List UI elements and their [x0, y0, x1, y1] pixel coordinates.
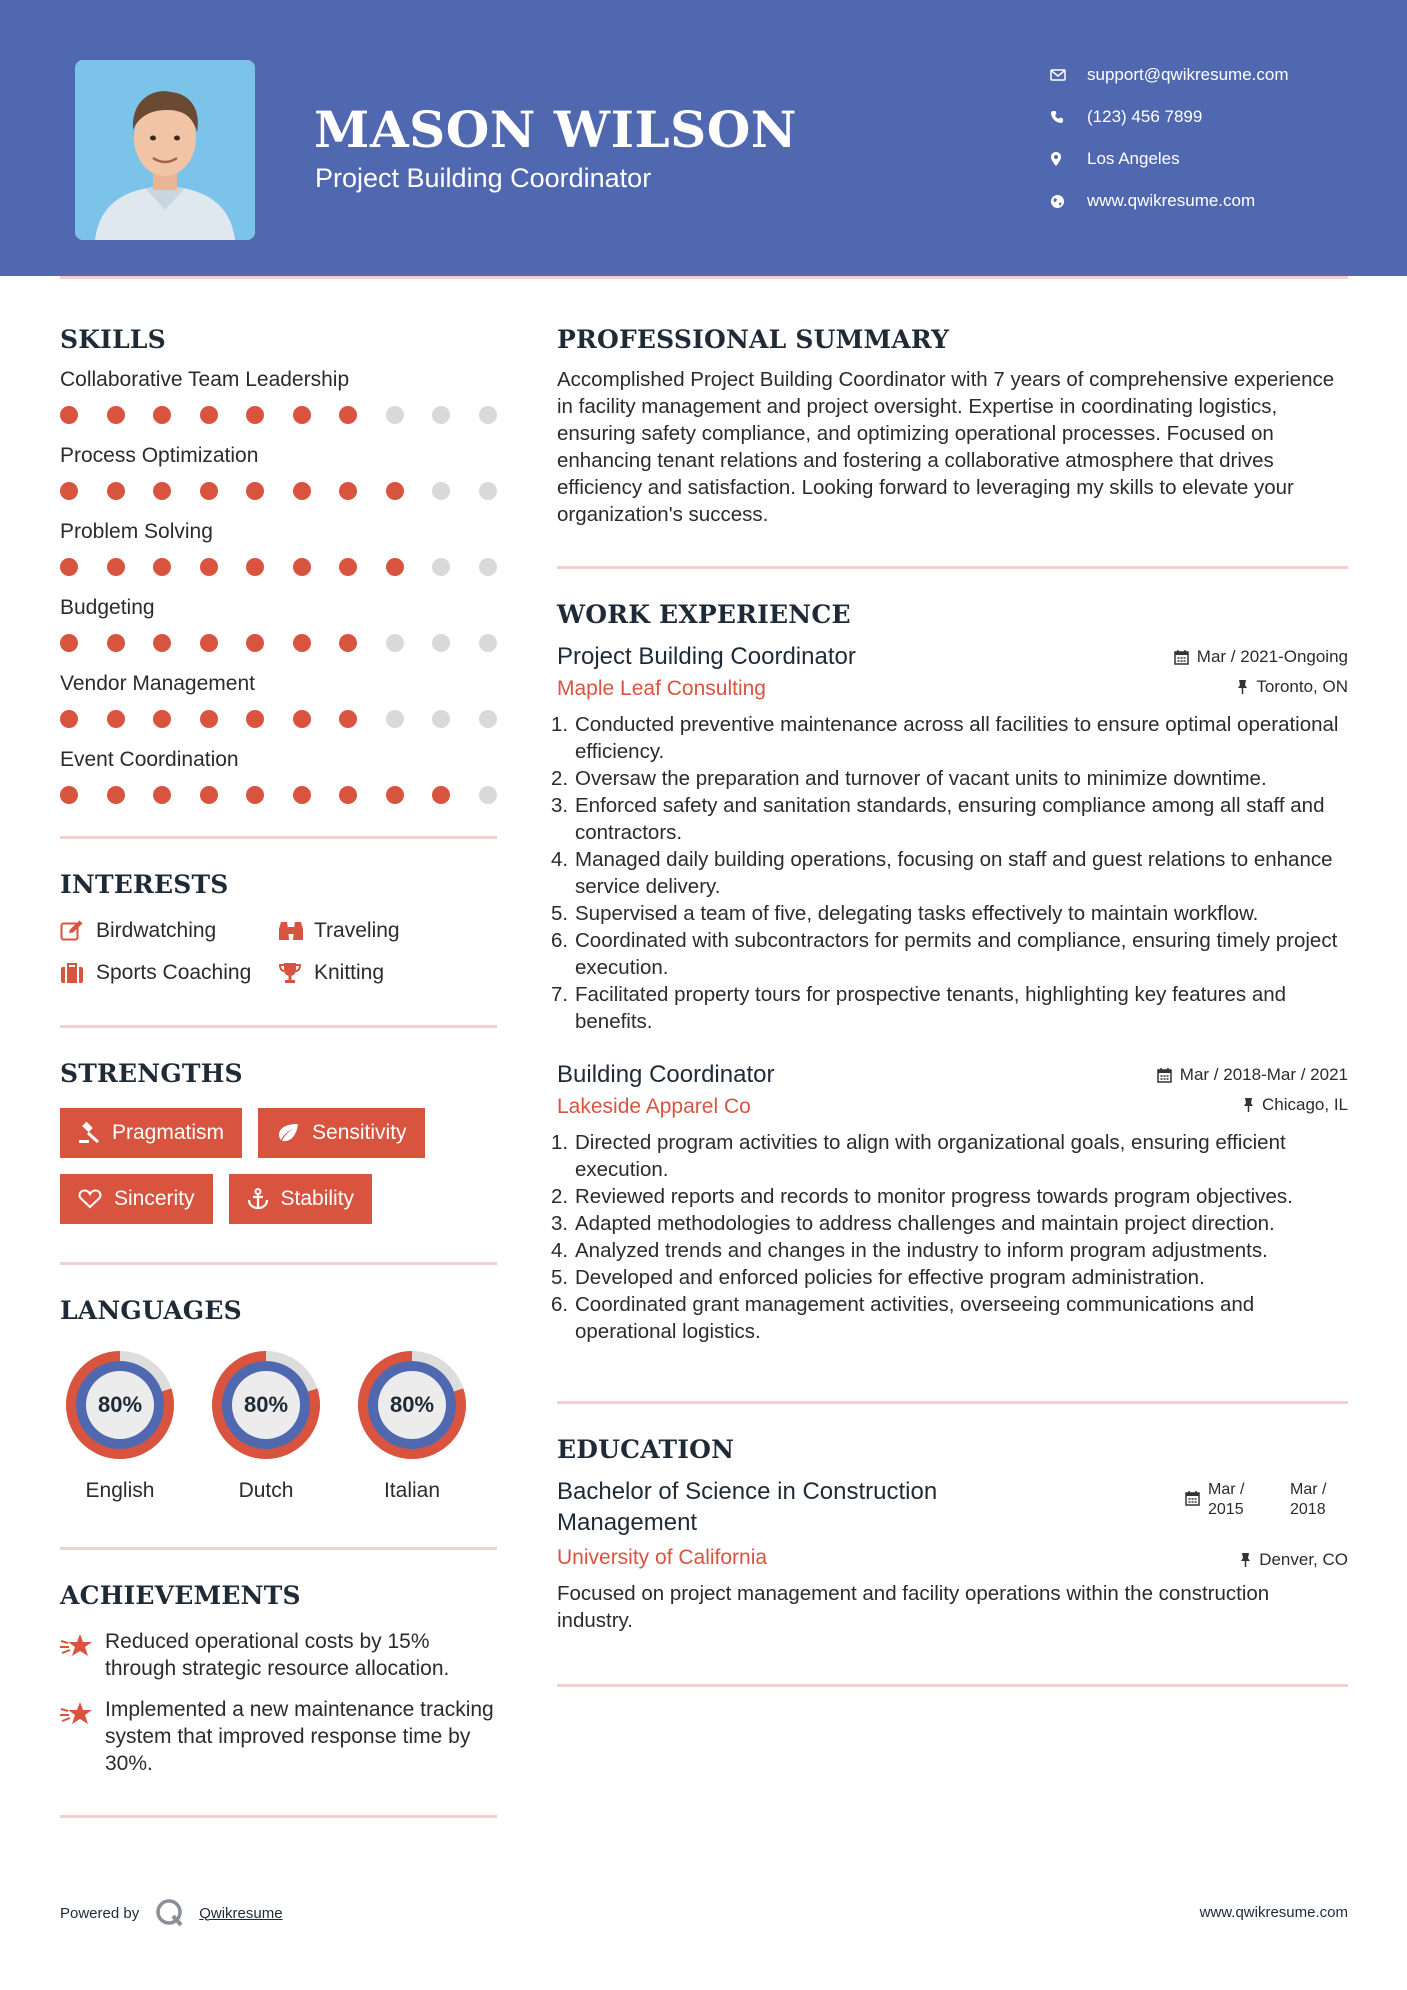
skill-dot-filled [339, 558, 357, 576]
skills-section [60, 320, 497, 816]
language-item [60, 1345, 180, 1503]
skill-dot-filled [153, 786, 171, 804]
achievements-title: ACHIEVEMENTS [60, 1581, 301, 1610]
skill-dot-empty [432, 710, 450, 728]
interest-item [278, 919, 497, 943]
skill-dot-empty [479, 406, 497, 424]
skill-rating [60, 470, 497, 512]
calendar-icon [1185, 1490, 1200, 1506]
job-header [557, 641, 1348, 703]
job-bullet [551, 1237, 1348, 1264]
footer-brand-link[interactable]: Qwikresume [199, 1904, 283, 1922]
job-bullet-text: Facilitated property tours for prospective tenants, highlighting key features and benefits. [575, 983, 1287, 1033]
skill-dot-filled [60, 710, 78, 728]
footer-powered-text: Powered by [60, 1904, 140, 1922]
skill-dot-filled [339, 482, 357, 500]
job-bullet-number: 3. [551, 794, 569, 817]
language-name: Italian [383, 1479, 441, 1502]
pushpin-icon [1243, 1097, 1254, 1113]
skill-dot-filled [293, 558, 311, 576]
skill-dot-filled [60, 406, 78, 424]
job-company: Maple Leaf Consulting [557, 677, 766, 700]
language-percent: 80% [389, 1392, 435, 1417]
job-bullet-number: 4. [551, 848, 569, 871]
job-bullet-text: Coordinated grant management activities, overseeing communications and operational logistics. [575, 1293, 1255, 1343]
job-bullet [551, 765, 1348, 792]
skill-label: Budgeting [60, 596, 155, 619]
skill-dot-filled [60, 482, 78, 500]
skill-dot-filled [246, 634, 264, 652]
job-title: Building Coordinator [557, 1061, 775, 1088]
job-bullet-number: 5. [551, 902, 569, 925]
job-company: Lakeside Apparel Co [557, 1095, 751, 1118]
section-divider [557, 1684, 1348, 1687]
job-bullet-text: Managed daily building operations, focusing on staff and guest relations to enhance service delivery. [575, 848, 1333, 898]
job-bullet [551, 927, 1348, 981]
skill-dot-filled [107, 634, 125, 652]
globe-icon [1050, 194, 1087, 209]
education-dates [1185, 1480, 1348, 1520]
job-location-text: Chicago, IL [1262, 1095, 1348, 1114]
job-bullet-text: Conducted preventive maintenance across all facilities to ensure optimal operational efficiency. [575, 713, 1339, 763]
skill-dot-filled [60, 558, 78, 576]
strength-label: Sincerity [114, 1187, 195, 1210]
contact-location [1050, 138, 1289, 180]
education-end-line2: 2018 [1290, 1501, 1326, 1518]
header-divider [60, 276, 1348, 279]
achievements-section [60, 1576, 497, 1777]
skill-dot-filled [432, 786, 450, 804]
education-header [557, 1476, 1348, 1580]
job-bullet [551, 1291, 1348, 1345]
skill-dot-filled [386, 558, 404, 576]
interest-label: Knitting [314, 961, 385, 984]
gavel-icon [78, 1122, 100, 1144]
summary-text: Accomplished Project Building Coordinator with 7 years of comprehensive experience in facility management and project oversight. Expertise in coordinating logistics, ensuring safety compliance, and optimizing operational processes. Focused on enhancing tenant relations and fostering a collaborative atmosphere that drives efficiency and satisfaction. Looking forward to leveraging my skills to elevate your organization's success. [557, 368, 1335, 526]
interest-item [278, 961, 497, 985]
skill-dot-filled [246, 558, 264, 576]
education-description: Focused on project management and facility operations within the construction industry. [557, 1582, 1270, 1632]
job-bullet-text: Coordinated with subcontractors for permits and compliance, ensuring timely project execution. [575, 929, 1338, 979]
strength-label: Stability [280, 1187, 355, 1210]
shooting-star-icon [60, 1628, 105, 1682]
shooting-star-icon [60, 1696, 105, 1777]
interest-label: Traveling [314, 919, 400, 942]
skill-dot-empty [432, 558, 450, 576]
interests-title: INTERESTS [60, 870, 229, 899]
job-bullet-number: 2. [551, 1185, 569, 1208]
skill-dot-empty [432, 634, 450, 652]
job-date [1174, 647, 1348, 667]
strengths-section [60, 1054, 497, 1224]
contact-location-text: Los Angeles [1087, 149, 1180, 168]
calendar-icon [1174, 649, 1189, 665]
education-start-line2: 2015 [1208, 1501, 1244, 1518]
contact-list [1050, 54, 1289, 222]
skill-dot-filled [246, 482, 264, 500]
qwikresume-logo-icon [155, 1898, 185, 1928]
job-location [1243, 1095, 1348, 1115]
skill-dot-empty [432, 406, 450, 424]
skills-list [60, 366, 497, 816]
skill-dot-filled [246, 406, 264, 424]
language-gauge [206, 1345, 326, 1465]
skill-dot-filled [200, 634, 218, 652]
job-location-text: Toronto, ON [1256, 677, 1348, 696]
skill-dot-filled [246, 786, 264, 804]
language-gauge [352, 1345, 472, 1465]
skill-dot-filled [107, 482, 125, 500]
section-divider [60, 836, 497, 839]
skill-dot-empty [432, 482, 450, 500]
strength-label: Pragmatism [112, 1121, 225, 1144]
strength-chip [60, 1174, 213, 1224]
languages-list [60, 1345, 497, 1503]
skill-dot-filled [386, 482, 404, 500]
anchor-icon [247, 1188, 269, 1210]
job-bullet [551, 900, 1348, 927]
job-bullet [551, 981, 1348, 1035]
section-divider [60, 1262, 497, 1265]
job-bullets [551, 1129, 1348, 1345]
job-title: Project Building Coordinator [557, 643, 856, 670]
job-date-text: Mar / 2018-Mar / 2021 [1179, 1065, 1348, 1084]
skill-dot-filled [339, 710, 357, 728]
summary-title: PROFESSIONAL SUMMARY [557, 325, 950, 354]
section-divider [60, 1815, 497, 1818]
job-date-text: Mar / 2021-Ongoing [1196, 647, 1348, 666]
skill-dot-filled [153, 406, 171, 424]
job-bullet-number: 6. [551, 1293, 569, 1316]
education-start-line1: Mar / [1208, 1481, 1245, 1498]
job-bullet-text: Reviewed reports and records to monitor progress towards program objectives. [575, 1185, 1293, 1208]
interest-label: Sports Coaching [96, 961, 252, 984]
job-bullet-number: 1. [551, 713, 569, 736]
achievement-item [60, 1628, 497, 1682]
footer-powered-by [60, 1898, 283, 1928]
skill-dot-filled [339, 406, 357, 424]
language-item [352, 1345, 472, 1503]
skill-dot-empty [386, 710, 404, 728]
education-location-text: Denver, CO [1259, 1550, 1348, 1569]
job-bullet-number: 1. [551, 1131, 569, 1154]
education-location [1240, 1550, 1348, 1570]
job-bullet-number: 7. [551, 983, 569, 1006]
contact-phone-text: (123) 456 7899 [1087, 107, 1203, 126]
language-item [206, 1345, 326, 1503]
skill-label: Vendor Management [60, 672, 255, 695]
skill-dot-filled [386, 786, 404, 804]
skill-dot-filled [293, 482, 311, 500]
skill-dot-filled [60, 786, 78, 804]
contact-website[interactable] [1050, 180, 1289, 222]
briefcase-icon [60, 962, 96, 984]
skill-dot-empty [479, 482, 497, 500]
education-section [557, 1430, 1348, 1634]
skill-dot-filled [153, 634, 171, 652]
skill-dot-filled [200, 710, 218, 728]
job-bullets [551, 711, 1348, 1035]
job-bullet-number: 3. [551, 1212, 569, 1235]
skills-title: SKILLS [60, 325, 166, 354]
job-bullet [551, 1210, 1348, 1237]
job-bullet-text: Oversaw the preparation and turnover of vacant units to minimize downtime. [575, 767, 1267, 790]
job-bullet [551, 1183, 1348, 1210]
left-column [60, 320, 497, 1818]
achievement-item [60, 1696, 497, 1777]
profile-photo [75, 60, 255, 240]
job-bullet [551, 711, 1348, 765]
candidate-role: Project Building Coordinator [315, 163, 652, 193]
pushpin-icon [1237, 679, 1248, 695]
language-name: Dutch [238, 1479, 294, 1502]
education-end-line1: Mar / [1290, 1481, 1327, 1498]
job-date [1157, 1065, 1348, 1085]
experience-title: WORK EXPERIENCE [557, 600, 851, 629]
skill-dot-filled [339, 786, 357, 804]
job-bullet-text: Supervised a team of five, delegating tasks effectively to maintain workflow. [575, 902, 1259, 925]
skill-dot-empty [479, 710, 497, 728]
education-degree: Bachelor of Science in Construction Management [557, 1478, 938, 1536]
skill-dot-filled [293, 710, 311, 728]
job-header [557, 1059, 1348, 1121]
job-bullet-text: Developed and enforced policies for effective program administration. [575, 1266, 1205, 1289]
contact-website-text: www.qwikresume.com [1087, 191, 1256, 210]
interest-label: Birdwatching [96, 919, 217, 942]
location-pin-icon [1050, 151, 1087, 167]
skill-dot-filled [107, 558, 125, 576]
skill-dot-filled [153, 710, 171, 728]
job-entry [551, 1059, 1348, 1345]
skill-dot-filled [107, 710, 125, 728]
profile-photo-illustration [75, 60, 255, 240]
heart-icon [78, 1189, 102, 1209]
language-percent: 80% [97, 1392, 143, 1417]
skill-rating [60, 698, 497, 740]
skill-dot-filled [293, 406, 311, 424]
language-gauge [60, 1345, 180, 1465]
strength-chip [60, 1108, 242, 1158]
job-bullet-number: 5. [551, 1266, 569, 1289]
education-end [1290, 1480, 1348, 1520]
job-bullet [551, 792, 1348, 846]
job-bullet [551, 1129, 1348, 1183]
skill-dot-filled [60, 634, 78, 652]
strength-chip [258, 1108, 425, 1158]
job-bullet-number: 6. [551, 929, 569, 952]
strengths-title: STRENGTHS [60, 1059, 243, 1088]
skill-label: Problem Solving [60, 520, 213, 543]
languages-section [60, 1291, 497, 1503]
candidate-name: MASON WILSON [314, 100, 797, 159]
section-divider [60, 1025, 497, 1028]
skill-dot-empty [386, 406, 404, 424]
job-bullet-number: 2. [551, 767, 569, 790]
skill-dot-filled [200, 558, 218, 576]
trophy-icon [278, 962, 314, 984]
skill-dot-empty [479, 786, 497, 804]
contact-email-text: support@qwikresume.com [1087, 65, 1289, 84]
interests-list [60, 919, 497, 985]
skill-dot-filled [293, 786, 311, 804]
achievement-text: Reduced operational costs by 15% through strategic resource allocation. [105, 1630, 450, 1680]
languages-title: LANGUAGES [60, 1296, 242, 1325]
job-bullet [551, 1264, 1348, 1291]
skill-dot-filled [200, 482, 218, 500]
section-divider [60, 1547, 497, 1550]
skill-rating [60, 546, 497, 588]
skill-dot-filled [339, 634, 357, 652]
achievement-text: Implemented a new maintenance tracking system that improved response time by 30%. [105, 1698, 494, 1775]
mail-icon [1050, 69, 1087, 81]
job-location [1237, 677, 1348, 697]
strength-chip [229, 1174, 373, 1224]
skill-dot-filled [246, 710, 264, 728]
skill-dot-filled [107, 406, 125, 424]
experience-section [551, 595, 1348, 1345]
right-column [551, 320, 1348, 1687]
skill-label: Process Optimization [60, 444, 259, 467]
binoculars-icon [278, 920, 314, 942]
skill-dot-empty [479, 634, 497, 652]
skill-dot-filled [153, 558, 171, 576]
pushpin-icon [1240, 1552, 1251, 1568]
skill-rating [60, 394, 497, 436]
strengths-list [60, 1108, 497, 1224]
skill-dot-filled [293, 634, 311, 652]
summary-section [557, 320, 1348, 528]
language-name: English [85, 1479, 155, 1502]
contact-email[interactable] [1050, 54, 1289, 96]
section-divider [557, 1401, 1348, 1404]
skill-label: Event Coordination [60, 748, 239, 771]
skill-dot-empty [386, 634, 404, 652]
job-bullet [551, 846, 1348, 900]
calendar-icon [1157, 1067, 1172, 1083]
job-bullet-number: 4. [551, 1239, 569, 1262]
contact-phone[interactable] [1050, 96, 1289, 138]
skill-rating [60, 622, 497, 664]
interest-item [60, 961, 278, 985]
skill-label: Collaborative Team Leadership [60, 368, 350, 391]
education-title: EDUCATION [557, 1435, 735, 1464]
interests-section [60, 865, 497, 985]
interest-item [60, 919, 278, 943]
skill-dot-empty [479, 558, 497, 576]
job-bullet-text: Directed program activities to align with organizational goals, ensuring efficient execution. [575, 1131, 1286, 1181]
strength-label: Sensitivity [312, 1121, 407, 1144]
skill-dot-filled [200, 786, 218, 804]
skill-dot-filled [200, 406, 218, 424]
phone-icon [1050, 110, 1087, 124]
footer-website-link[interactable]: www.qwikresume.com [1199, 1904, 1348, 1921]
leaf-icon [276, 1123, 300, 1143]
edit-icon [60, 920, 96, 942]
language-percent: 80% [243, 1392, 289, 1417]
skill-dot-filled [107, 786, 125, 804]
skill-dot-filled [153, 482, 171, 500]
education-start [1208, 1480, 1290, 1520]
job-entry [551, 641, 1348, 1035]
job-bullet-text: Adapted methodologies to address challenges and maintain project direction. [575, 1212, 1275, 1235]
education-school: University of California [557, 1546, 768, 1569]
job-bullet-text: Analyzed trends and changes in the industry to inform program adjustments. [575, 1239, 1268, 1262]
job-bullet-text: Enforced safety and sanitation standards, ensuring compliance among all staff and contractors. [575, 794, 1325, 844]
section-divider [557, 566, 1348, 569]
header-banner [0, 0, 1407, 276]
skill-rating [60, 774, 497, 816]
